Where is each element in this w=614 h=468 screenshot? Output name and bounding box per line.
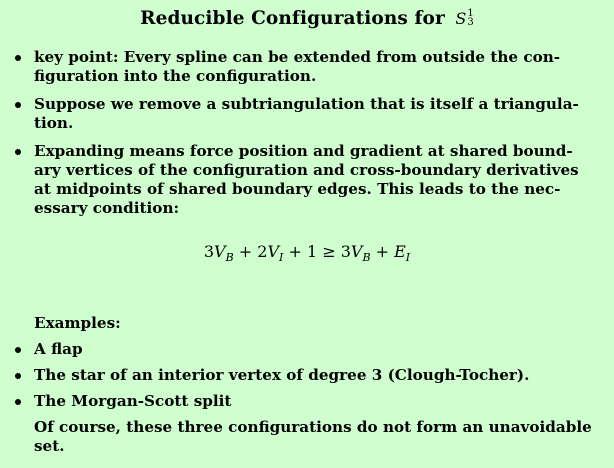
bullet-dot [15,149,21,155]
bullet-line: figuration into the configuration. [34,67,317,85]
eq-sub: B [225,251,234,265]
title-math-sup: 1 [467,7,474,19]
closing-remark [14,418,606,456]
example-item [14,340,606,359]
title-text: Reducible Configurations for [140,8,445,29]
bullet-line: ary vertices of the configuration and cross-boundary derivatives [34,161,579,179]
bullet-line: Suppose we remove a subtriangulation that is itself a triangula- [34,95,579,113]
eq-part: 3 [203,242,215,261]
closing-line: set. [34,437,65,455]
example-text: The Morgan-Scott split [34,392,232,410]
eq-var: V [214,242,226,261]
bullet-item [14,142,606,218]
title-math-sub: 3 [467,16,474,28]
examples-section [14,314,606,456]
bullet-line: at midpoints of shared boundary edges. This leads to the nec- [34,180,561,198]
example-item [14,392,606,411]
eq-sub: B [362,251,371,265]
closing-line: Of course, these three configurations do not form an unavoidable [34,418,592,436]
bullet-dot [15,373,21,379]
eq-sub: I [405,251,411,265]
bullet-line: essary condition: [34,199,180,217]
bullet-dot [15,399,21,405]
title-math-base: S [455,9,467,28]
eq-part: + 2 [233,242,268,261]
eq-var: E [394,242,406,261]
eq-var: V [267,242,279,261]
eq-sub: I [279,251,284,265]
bullet-line: tion. [34,114,74,132]
eq-var: V [350,242,363,261]
title-math-scripts [467,9,473,27]
bullet-line: key point: Every spline can be extended from outside the con- [34,48,561,66]
example-item [14,366,606,385]
necessary-condition-equation [0,242,614,264]
bullet-list [14,48,606,227]
bullet-dot [15,347,21,353]
title-math [455,9,474,28]
slide-title [0,8,614,29]
bullet-dot [15,55,21,61]
bullet-item [14,95,606,133]
eq-part: + [370,242,395,261]
eq-part: + 1 ≥ 3 [283,242,351,261]
examples-label: Examples: [34,314,121,332]
example-text: The star of an interior vertex of degree 3 (Clough-Tocher). [34,366,530,384]
bullet-dot [15,102,21,108]
bullet-line: Expanding means force position and gradient at shared bound- [34,142,573,160]
bullet-item [14,48,606,86]
example-text: A flap [34,340,83,358]
